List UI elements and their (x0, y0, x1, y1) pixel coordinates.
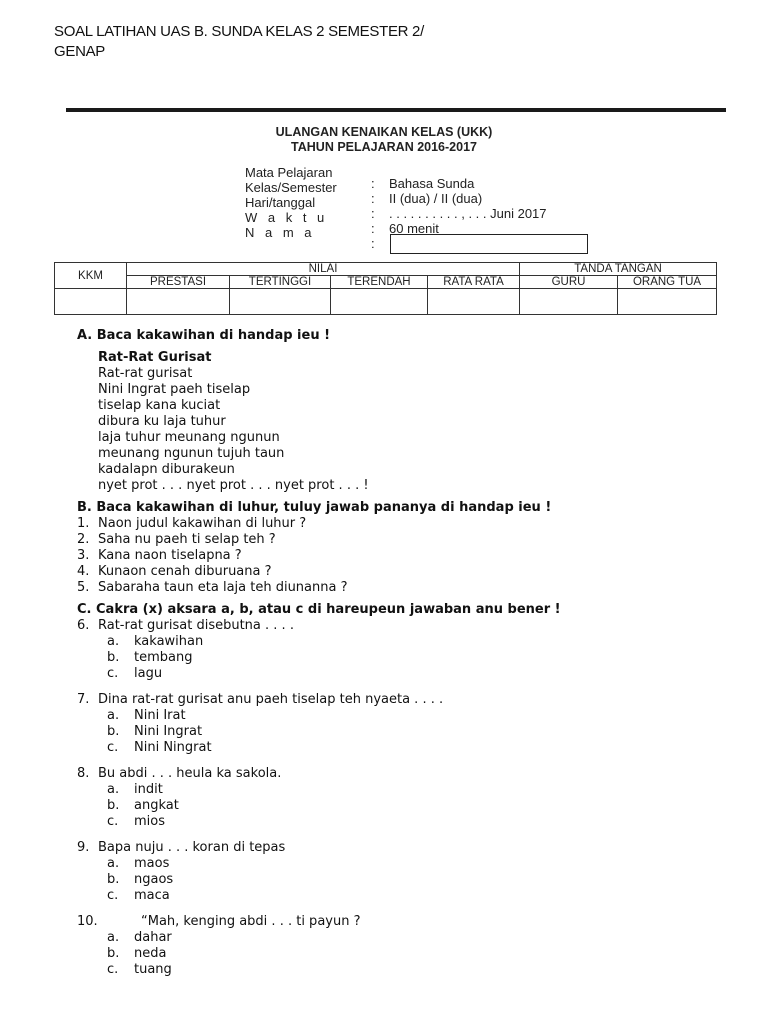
colon: : (371, 221, 375, 236)
list-item: 6. Rat-rat gurisat disebutna . . . . (77, 618, 294, 633)
option: b. neda (107, 946, 167, 961)
section-c-questions (77, 618, 697, 978)
poem-line: kadalapn diburakeun (98, 462, 235, 477)
col-rata-rata: RATA RATA (428, 276, 520, 289)
col-guru: GURU (520, 276, 618, 289)
meta-colons (371, 176, 375, 251)
divider-rule (66, 108, 726, 112)
option: a. Nini Irat (107, 708, 186, 723)
meta-values (389, 176, 547, 236)
label-hari-tanggal: Hari/tanggal (245, 195, 316, 210)
kkm-header: KKM (55, 263, 127, 289)
nilai-header: NILAI (127, 263, 520, 276)
list-item: 7. Dina rat-rat gurisat anu paeh tiselap teh nyaeta . . . . (77, 692, 444, 707)
exam-year: TAHUN PELAJARAN 2016-2017 (291, 140, 477, 154)
list-item: 4. Kunaon cenah diburuana ? (77, 564, 272, 579)
option: b. angkat (107, 798, 179, 813)
colon: : (371, 236, 375, 251)
section-b-questions (77, 516, 697, 596)
tertinggi-cell[interactable] (230, 289, 331, 315)
value-class: II (dua) / II (dua) (389, 191, 483, 206)
meta-labels (245, 165, 337, 240)
col-orang-tua: ORANG TUA (618, 276, 717, 289)
list-item: 8. Bu abdi . . . heula ka sakola. (77, 766, 282, 781)
section-c-heading: C. Cakra (x) aksara a, b, atau c di hareupeun jawaban anu bener ! (77, 602, 561, 617)
option: c. mios (107, 814, 166, 829)
exam-title: ULANGAN KENAIKAN KELAS (UKK) (275, 125, 493, 139)
guru-cell[interactable] (520, 289, 618, 315)
list-item: 3. Kana naon tiselapna ? (77, 548, 242, 563)
colon: : (371, 176, 375, 191)
option: a. indit (107, 782, 163, 797)
poem-line: Nini Ingrat paeh tiselap (98, 382, 251, 397)
option: a. kakawihan (107, 634, 204, 649)
orang-tua-cell[interactable] (618, 289, 717, 315)
value-time: 60 menit (389, 221, 439, 236)
poem (77, 350, 697, 494)
heading-line-2: GENAP (54, 43, 106, 60)
poem-line: laja tuhur meunang ngunun (98, 430, 280, 445)
poem-line: Rat-rat gurisat (98, 366, 193, 381)
list-item: 1. Naon judul kakawihan di luhur ? (77, 516, 307, 531)
option: c. Nini Ningrat (107, 740, 212, 755)
option: b. Nini Ingrat (107, 724, 203, 739)
exam-body (77, 328, 697, 978)
list-item: 10. “Mah, kenging abdi . . . ti payun ? (77, 914, 361, 929)
value-date: . . . . . . . . . . , . . . Juni 2017 (389, 206, 547, 221)
colon: : (371, 191, 375, 206)
label-kelas-semester: Kelas/Semester (245, 180, 337, 195)
label-mata-pelajaran: Mata Pelajaran (245, 165, 333, 180)
poem-line: dibura ku laja tuhur (98, 414, 226, 429)
score-table (54, 262, 717, 315)
prestasi-cell[interactable] (127, 289, 230, 315)
option: b. tembang (107, 650, 193, 665)
option: a. maos (107, 856, 170, 871)
page-heading (54, 22, 424, 62)
terendah-cell[interactable] (331, 289, 428, 315)
value-subject: Bahasa Sunda (389, 176, 475, 191)
option: a. dahar (107, 930, 172, 945)
list-item: 5. Sabaraha taun eta laja teh diunanna ? (77, 580, 348, 595)
option: b. ngaos (107, 872, 174, 887)
label-nama: N a m a (245, 225, 316, 240)
heading-line-1: SOAL LATIHAN UAS B. SUNDA KELAS 2 SEMESTER 2/ (54, 23, 424, 40)
col-tertinggi: TERTINGGI (230, 276, 331, 289)
name-input-box[interactable] (390, 234, 588, 254)
label-waktu: W a k t u (245, 210, 328, 225)
poem-line: nyet prot . . . nyet prot . . . nyet prot . . . ! (98, 478, 369, 493)
option: c. tuang (107, 962, 172, 977)
col-terendah: TERENDAH (331, 276, 428, 289)
kkm-cell[interactable] (55, 289, 127, 315)
tanda-tangan-header: TANDA TANGAN (520, 263, 717, 276)
option: c. maca (107, 888, 170, 903)
poem-line: meunang ngunun tujuh taun (98, 446, 285, 461)
list-item: 2. Saha nu paeh ti selap teh ? (77, 532, 276, 547)
poem-title: Rat-Rat Gurisat (98, 350, 212, 365)
poem-line: tiselap kana kuciat (98, 398, 221, 413)
section-b-heading: B. Baca kakawihan di luhur, tuluy jawab pananya di handap ieu ! (77, 500, 552, 515)
option: c. lagu (107, 666, 163, 681)
list-item: 9. Bapa nuju . . . koran di tepas (77, 840, 286, 855)
col-prestasi: PRESTASI (127, 276, 230, 289)
section-a-heading: A. Baca kakawihan di handap ieu ! (77, 328, 331, 343)
rata-rata-cell[interactable] (428, 289, 520, 315)
colon: : (371, 206, 375, 221)
